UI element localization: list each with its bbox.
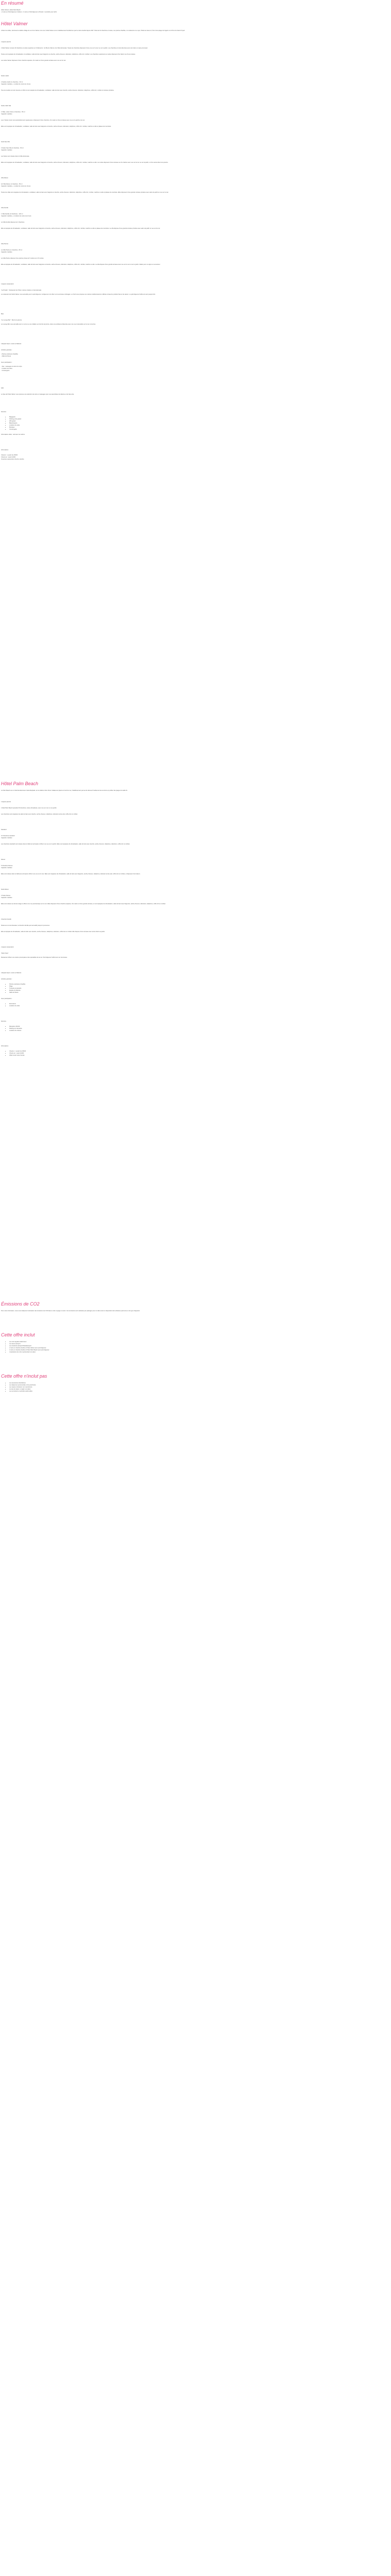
room-capacity: La Villa Piscine (1 chambre) - 80 m²	[1, 249, 23, 251]
includes-title: Cette offre inclut	[1, 1332, 35, 1337]
valmer-room-1	[1, 105, 218, 128]
spa2-label: SPA	[1, 387, 4, 389]
services-label: Services	[1, 1021, 6, 1022]
bars-text: "Le Lounge Bar" : Bar de la piscine	[1, 319, 22, 321]
list-item: • Excursions	[9, 1003, 218, 1005]
palmbeach-services	[1, 1021, 218, 1032]
family-detail: Elle est équipée de climatisation, salle de bain avec douche, sèche-cheveux, téléphone, télévision, coffre-fort et minibar. Elle dispose d'une terrasse avec accès direct au jardin.	[1, 931, 105, 933]
palmbeach-info	[1, 1045, 218, 1057]
valmer-services	[1, 411, 218, 436]
room-label: Deluxe	[1, 859, 6, 860]
room-label: Standard	[1, 829, 7, 831]
palmbeach-amenities-text: Les chambres sont équipées de salle de bain avec douche, sèche-cheveux, téléphone, télévision écran plat, coffre-fort et minibar.	[1, 814, 78, 815]
excludes-title: Cette offre n'inclut pas	[1, 1374, 47, 1379]
list-item: • Boutique	[9, 427, 218, 429]
list-item: • Hôtel ouvert toute l'année	[9, 1055, 218, 1057]
services-note: Informations utiles : animaux non admis.	[1, 434, 25, 435]
room-guests: Capacité 2 adultes	[1, 867, 12, 869]
spa-free-item: - Piscine extérieure chauffée	[1, 353, 18, 355]
room-capacity: 1 Villa Famille (2 chambres) - 120 m²	[1, 213, 23, 215]
room-label: Suites Valle Villa	[1, 105, 11, 107]
spa-free-item: - Salle de fitness	[1, 355, 11, 357]
family-text: Située au rez-de-chaussée, la chambre famille peut accueillir jusqu'à 4 personnes.	[1, 925, 50, 926]
valmer-room-2	[1, 141, 218, 164]
room-detail: Elle est équipée de climatisation, ventilateur, salle de bain avec baignoire et douche, sèche-cheveux, télévision, téléphone, coffre-fort, minibar, machine à café. La villa dispose d'une grande terrasse avec vue sur la mer et sur le jardin. Idéale pour un séjour en amoureux.	[1, 264, 161, 265]
list-item: • Transats et parasols	[9, 988, 218, 990]
list-item: • 2 nuits en chambre double à l'hôtel Valmer avec petit déjeuner	[9, 1347, 218, 1349]
list-item: • Parking privé gratuit	[9, 418, 218, 420]
summary-hotels: Hôtel Valmer | Hôtel Palm Beach	[1, 9, 21, 11]
room-guests: Capacité 2 adultes	[1, 149, 12, 151]
room-label: Suite Sea Villa	[1, 141, 10, 143]
room-capacity: 5 chambres Deluxe	[1, 865, 13, 867]
room-label: Villa Famille	[1, 207, 8, 209]
spa-free-list	[1, 984, 218, 994]
list-item: • Espace de détente	[9, 990, 218, 992]
list-item: • Location de voitures	[9, 1030, 218, 1032]
services-label: Services	[1, 411, 6, 413]
room-detail: Elles sont équipées de climatisation, ventilateur, salle de bain avec baignoire et douche, sèche-cheveux, télévision, téléphone, coffre-fort, minibar, machine à café. Les suites disposent d'une terrasse ou d'un balcon avec vue sur la mer ou sur le jardin, et d'un accès direct à la piscine.	[1, 162, 169, 163]
spa-paid-item: - Location de vélos	[1, 368, 12, 369]
room-guests: Capacité 4 adultes	[1, 113, 12, 115]
summary-section	[1, 0, 388, 13]
room-capacity: 4 Suites Sea Villa (1 chambre) - 50 m²	[1, 147, 24, 149]
spa-label: L'Espace Sport, Loisirs et Détente	[1, 972, 22, 974]
palmbeach-spa	[1, 972, 218, 1007]
room-text: Tous les studios ont été rénovés en 2014 et sont équipés de climatisation, ventilateur, salle de bain avec douche, sèche-cheveux, télévision, téléphone, coffre-fort, minibar et terrasse privative.	[1, 90, 115, 91]
list-item: • Les excursions et activités optionnelles	[9, 1391, 218, 1393]
co2-section	[1, 1301, 218, 1312]
list-item: • Bagagerie	[9, 416, 218, 418]
valmer-piscine-label: L'espace piscine	[1, 41, 11, 43]
valmer-restaurant	[1, 283, 218, 296]
valmer-intro: A flanc de colline, dominant le célèbre village de La Croix Valmer et la mer, l'Hôtel Valmer est un établissement familial tenu par la même famille depuis 1947. Doté de 42 chambres et suites, une piscine chauffée, un restaurant et un spa, l'hôtel est situé à 1,5 km de la plage de Gigaro et à 15 km de Saint-Tropez.	[1, 30, 185, 31]
list-item: • Piscine extérieure chauffée	[9, 984, 218, 986]
list-item: • Salle de fitness	[9, 992, 218, 994]
list-item: • Wifi gratuit	[9, 420, 218, 422]
room-guests: Capacité 4 adultes + 2 enfants de moins de 12 ans	[1, 215, 31, 217]
valmer-piscine-text: L'hôtel Valmer compte 42 chambres et suites reparties sur 2 bâtiments : la Villa du Valmer et la Villa Hortensias. Toutes les chambres disposent d'une vue sur la mer ou sur le jardin. Les chambres ont été décorées avec soin dans un style provençal.	[1, 47, 148, 49]
hotel-valmer-section	[1, 21, 218, 461]
restaurant-detail: Le restaurant de l'Hôtel Valmer vous accueille pour le petit déjeuner, le déjeuner et le dîner sur sa terrasse ombragée. Le Chef vous propose une cuisine méditerranéenne raffinée à base de produits frais et de saison. Le petit déjeuner buffet est servi jusqu'à 11h.	[1, 294, 156, 295]
valmer-room-5	[1, 243, 218, 266]
excludes-list	[1, 1382, 218, 1393]
hotel-valmer-title: Hôtel Valmer	[1, 21, 28, 26]
services-list	[1, 416, 218, 431]
co2-title: Émissions de CO2	[1, 1301, 40, 1307]
room-capacity: 2 Suites Deluxe	[1, 895, 11, 896]
bars-label: Bars	[1, 313, 4, 315]
room-capacity: 2 Villas, suites Suite (1 chambre) - 55 m²	[1, 111, 25, 113]
room-text: Les Suites sont situées dans la Villa Hortensias.	[1, 156, 30, 157]
list-item: • Check-in : à partir de 15h00	[9, 1050, 218, 1053]
room-capacity: 2 Studios Jardin (1 chambre) - 30 m²	[1, 81, 23, 83]
bars-detail: Le Lounge Bar vous accueille pour un verre ou une collation au bord de la piscine, dans une ambiance détendue avec une vue imprenable sur la mer et les îles.	[1, 324, 96, 325]
palmbeach-family	[1, 919, 218, 933]
list-item: • Conciergerie	[9, 429, 218, 431]
list-item: • Plage	[9, 986, 218, 988]
hotel-palmbeach-title: Hôtel Palm Beach	[1, 781, 39, 786]
room-label: Suite Deluxe	[1, 889, 9, 890]
list-item: • Les transferts aéroport/hôtel/aéroport	[9, 1345, 218, 1347]
includes-list	[1, 1341, 218, 1353]
family-label: Chambre Famille	[1, 919, 11, 920]
room-text: Les 2 Suites Junior sont particulièrement spacieuses et disposent d'une chambre, d'un salon et d'une terrasse avec vue sur le jardin et la mer.	[1, 120, 85, 121]
palmbeach-piscine-label: L'espace piscine	[1, 801, 11, 803]
spa-paid-item: - Spa : massages et soins du corps	[1, 366, 22, 367]
info-label: Informations	[1, 1045, 9, 1047]
room-text: Elles sont situées dans le bâtiment principal et offrent une vue sur la mer. Elles sont équipées de climatisation, salle de bain avec baignoire, sèche-cheveux, téléphone, télévision écran plat, coffre-fort et minibar, et disposent d'un balcon.	[1, 873, 141, 875]
spa-paid-list	[1, 1003, 218, 1007]
valmer-room-4	[1, 207, 218, 230]
room-detail: Elle est équipée de climatisation, ventilateur, salle de bain avec baignoire et douche, sèche-cheveux, télévision, téléphone, coffre-fort, minibar, machine à café et plateau de courtoisie. La villa dispose d'une grande terrasse privative avec salon de jardin et vue sur la mer.	[1, 228, 160, 229]
list-item: • Les dépenses personnelles et les pourboires	[9, 1384, 218, 1386]
palmbeach-intro: Le Palm Beach est un hôtel familial situé à Saint-Raphaël, sur la célèbre Côte d'Azur. Idéalement placé en bord de mer, l'établissement permet de découvrir facilement les environs et profiter des plages de sable fin.	[1, 790, 128, 791]
spa-paid-label: Avec participation :	[1, 998, 12, 999]
list-item: • La taxe de séjour, à régler sur place	[9, 1388, 218, 1391]
valmer-suite-text: Les suites Valmer disposent d'une chambre séparée, d'un salon et d'une grande terrasse avec vue sur la mer.	[1, 60, 67, 61]
valmer-amenities-text: Toutes sont équipées de climatisation et ventilateur, salle de bain avec baignoire ou douche, sèche-cheveux, télévision, téléphone, coffre-fort, minibar. Les chambres supérieures et suites disposent d'un balcon ou d'une terrasse.	[1, 54, 136, 55]
info-item: Check-in : à partir de 15h00	[1, 454, 18, 456]
room-guests: Capacité 4 adultes	[1, 897, 12, 899]
spa-free-label: Activités gratuites :	[1, 349, 12, 351]
valmer-info	[1, 449, 218, 461]
hotel-palmbeach-section	[1, 781, 218, 1057]
valmer-spa	[1, 343, 218, 372]
co2-text: Pour votre information, nous vous indiquons l'estimation des émissions de CO2 liées à votre voyage en avion. Ces émissions sont calculées par passager pour un aller-retour et dépendent de la distance parcourue et du type d'appareil.	[1, 1310, 140, 1312]
list-item: • Les vols réguliers aller/retour	[9, 1341, 218, 1343]
room-label: Villa Deluxe	[1, 177, 8, 179]
room-capacity: 21 Chambres standard	[1, 835, 15, 837]
spa-paid-item: - Conciergerie	[1, 370, 10, 371]
room-guests: Capacité 2 adultes	[1, 837, 12, 839]
room-text: Elles sont situées au dernier étage et offrent une vue panoramique sur la mer. Elles disposent d'une chambre séparée, d'un salon et d'une grande terrasse, et sont équipées de climatisation, salle de bain avec baignoire, sèche-cheveux, télévision, téléphone, coffre-fort et minibar.	[1, 903, 166, 905]
room-label: Studio Jardin	[1, 75, 9, 77]
list-item: • Location de vélos	[9, 1005, 218, 1007]
palmbeach-room-1	[1, 859, 218, 875]
valmer-bars	[1, 313, 218, 326]
list-item: • Les assurances facultatives	[9, 1382, 218, 1384]
room-text: Toutes les villas sont équipées de climatisation, ventilateur, salle de bain avec baignoire et douche, sèche-cheveux, télévision, téléphone, coffre-fort, minibar, machine à café et plateau de courtoisie. Elles disposent d'une grande terrasse privative avec salon de jardin et vue sur la mer.	[1, 192, 169, 193]
room-text: Les chambres standard sont situées dans le bâtiment principal et offrent une vue sur le jardin. Elles sont équipées de climatisation, salle de bain avec douche, sèche-cheveux, téléphone, télévision, coffre-fort et minibar.	[1, 843, 130, 845]
list-item: • L'assistance de notre représentant sur place	[9, 1351, 218, 1353]
info-item: Ouverture saisonnière d'avril à octobre	[1, 459, 24, 460]
restaurant-label: L'espace restauration	[1, 283, 14, 285]
summary-heading: En résumé	[1, 1, 24, 6]
info-list	[1, 1050, 218, 1057]
restaurant-detail: Restaurant offrant une cuisine provençale et des spécialités de la mer. Petit déjeuner buffet servi sur la terrasse.	[1, 957, 68, 958]
services-list	[1, 1026, 218, 1032]
list-item: • Les repas et boissons non mentionnés	[9, 1386, 218, 1388]
room-guests: Capacité 2 adultes	[1, 251, 12, 253]
valmer-room-0	[1, 75, 218, 92]
room-label: Villa Piscine	[1, 243, 8, 245]
list-item: • Blanchisserie	[9, 422, 218, 425]
palmbeach-room-0	[1, 829, 218, 845]
palmbeach-piscine-text: L'hôtel Palm Beach possède 36 chambres, toutes climatisées, avec vue sur mer ou vue jardin.	[1, 807, 57, 809]
restaurant-label: L'espace restauration	[1, 946, 14, 948]
restaurant-text: "La Pinède" : Restaurant de l'hôtel, cuisine créative et internationale.	[1, 290, 42, 291]
room-capacity: 1/2 Villa Deluxe (1 chambre) - 65 m²	[1, 183, 23, 185]
list-item: • Les taxes aéroport	[9, 1343, 218, 1345]
room-detail: Elles sont équipées de climatisation, ventilateur, salle de bain avec baignoire et douche, sèche-cheveux, télévision, téléphone, coffre-fort, minibar, machine à café et plateau de courtoisie.	[1, 126, 111, 127]
list-item: • Check-out : avant 11h00	[9, 1053, 218, 1055]
room-guests: Capacité 2 adultes + 1 enfant de moins de 12 ans	[1, 185, 31, 187]
excludes-section	[1, 1373, 218, 1393]
list-item: • Réception 24h/24	[9, 1026, 218, 1028]
spa-paid-label: Avec participation :	[1, 362, 12, 363]
list-item: • 4 nuits en chambre double à l'hôtel Palm Beach avec petit déjeuner	[9, 1349, 218, 1351]
summary-details: • 2 nuits en Petit déjeuner à Valmer • 4 nuits en Petit déjeuner à Prestel • 4 produits pour tarifs	[1, 11, 57, 13]
spa-free-label: Activités gratuites :	[1, 978, 12, 980]
list-item: • Parking sur demande	[9, 1028, 218, 1030]
list-item: • Location de vélos	[9, 425, 218, 427]
palmbeach-room-2	[1, 889, 218, 905]
room-text: La Villa Piscine dispose d'une piscine privée de 5 mètres sur 2,5 mètres.	[1, 258, 44, 259]
valmer-spa2	[1, 387, 218, 396]
restaurant-text: "Palm Patio"	[1, 953, 9, 954]
spa2-text: Le Spa de l'hôtel Valmer vous propose une sélection de soins et massages pour une parenthèse de détente et de bien-être.	[1, 394, 74, 395]
includes-section	[1, 1332, 218, 1353]
room-text: La Villa Famille dispose de 2 chambres.	[1, 222, 25, 223]
info-label: Informations	[1, 449, 9, 451]
spa-label: L'Espace Sport, Loisirs et Détente	[1, 343, 22, 345]
palmbeach-restaurant	[1, 946, 218, 959]
room-guests: Capacité 2 adultes + 1 enfant de moins de 12 ans	[1, 83, 31, 85]
info-item: Check-out : avant 11h00	[1, 456, 16, 458]
valmer-room-3	[1, 177, 218, 194]
